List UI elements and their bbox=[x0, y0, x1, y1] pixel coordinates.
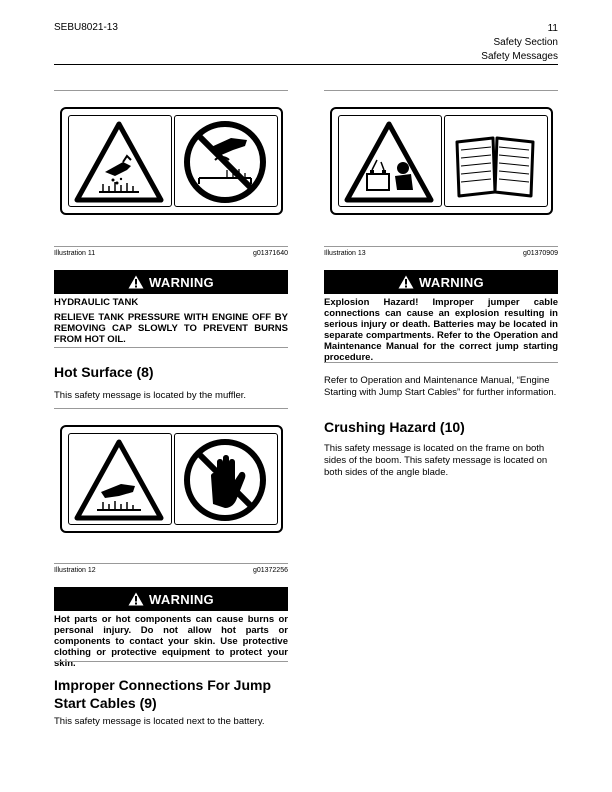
warning-triangle-icon bbox=[128, 592, 144, 606]
hot-surface-warning-icon bbox=[69, 434, 169, 526]
divider bbox=[54, 246, 288, 247]
illustration-11-code: g01371640 bbox=[252, 250, 288, 257]
hot-fluid-warning-icon bbox=[69, 116, 169, 208]
remove-cap-slowly-icon bbox=[175, 116, 275, 208]
divider bbox=[324, 90, 558, 91]
illustration-12-caption: Illustration 12 bbox=[54, 567, 96, 574]
illustration-12 bbox=[60, 425, 283, 533]
illustration-11 bbox=[60, 107, 283, 215]
crushing-hazard-heading: Crushing Hazard (10) bbox=[324, 419, 465, 435]
warning-text: Hot parts or hot components can cause burns or personal injury. Do not allow hot parts or components to contact your skin. Use protective clothing or protective equipment to protect your skin. bbox=[54, 614, 288, 669]
illustration-13-caption: Illustration 13 bbox=[324, 250, 366, 257]
hot-fluid-warning-panel bbox=[68, 115, 172, 207]
do-not-touch-panel bbox=[174, 433, 278, 525]
divider bbox=[54, 408, 288, 409]
warning-title: HYDRAULIC TANK bbox=[54, 297, 139, 308]
read-manual-panel bbox=[444, 115, 548, 207]
do-not-touch-icon bbox=[175, 434, 275, 526]
divider bbox=[54, 90, 288, 91]
hot-surface-heading: Hot Surface (8) bbox=[54, 364, 154, 380]
remove-cap-slowly-panel bbox=[174, 115, 278, 207]
warning-text: RELIEVE TANK PRESSURE WITH ENGINE OFF BY REMOVING CAP SLOWLY TO PREVENT BURNS FROM HOT OIL. bbox=[54, 312, 288, 345]
subsection-title: Safety Messages bbox=[481, 51, 558, 62]
document-id: SEBU8021-13 bbox=[54, 22, 118, 33]
hot-surface-text: This safety message is located by the muffler. bbox=[54, 390, 247, 401]
illustration-12-code: g01372256 bbox=[252, 567, 288, 574]
warning-banner bbox=[54, 587, 288, 611]
refer-text: Refer to Operation and Maintenance Manual, “Engine Starting with Jump Start Cables” for further information. bbox=[324, 375, 557, 398]
warning-label: WARNING bbox=[419, 274, 484, 290]
warning-text: Explosion Hazard! Improper jumper cable connections can cause an explosion resulting in serious injury or death. Batteries may be located in separate compartments. Refer to the Operation and Maintenance Manual for the correct jump starting procedure. bbox=[324, 297, 558, 363]
warning-label: WARNING bbox=[149, 591, 214, 607]
jump-start-text: This safety message is located next to the battery. bbox=[54, 716, 265, 727]
warning-triangle-icon bbox=[128, 275, 144, 289]
divider bbox=[54, 347, 288, 348]
divider bbox=[324, 362, 558, 363]
page-number: 11 bbox=[547, 23, 558, 34]
divider bbox=[324, 246, 558, 247]
hot-surface-warning-panel bbox=[68, 433, 172, 525]
warning-label: WARNING bbox=[149, 274, 214, 290]
illustration-13 bbox=[330, 107, 553, 215]
divider bbox=[54, 661, 288, 662]
warning-triangle-icon bbox=[398, 275, 414, 289]
divider bbox=[54, 563, 288, 564]
crushing-hazard-text: This safety message is located on the frame on both sides of the boom. This safety message is located on both sides of the angle blade. bbox=[324, 443, 548, 478]
jump-start-heading: Improper Connections For Jump Start Cables (9) bbox=[54, 677, 272, 711]
warning-banner bbox=[324, 270, 558, 294]
open-book-icon bbox=[445, 116, 545, 208]
warning-banner bbox=[54, 270, 288, 294]
section-title: Safety Section bbox=[493, 37, 558, 48]
illustration-13-code: g01370909 bbox=[522, 250, 558, 257]
battery-explosion-warning-panel bbox=[338, 115, 442, 207]
page-header-right bbox=[481, 22, 558, 64]
header-rule bbox=[54, 64, 558, 65]
illustration-11-caption: Illustration 11 bbox=[54, 250, 96, 257]
battery-explosion-warning-icon bbox=[339, 116, 439, 208]
